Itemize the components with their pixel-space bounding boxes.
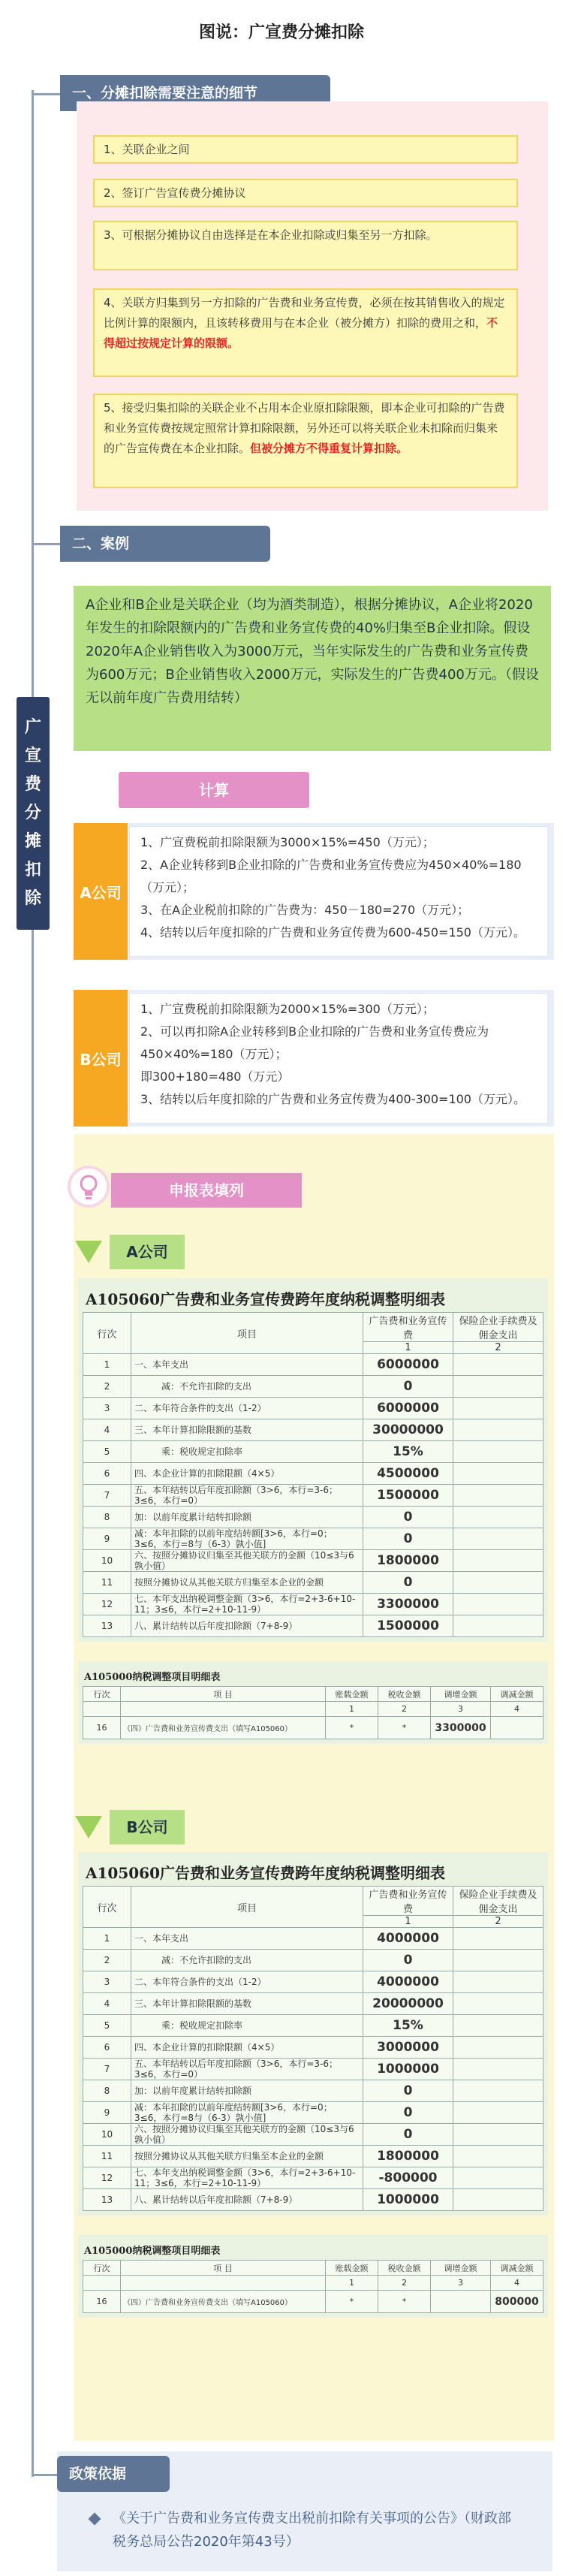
table-cell: * <box>378 2291 431 2313</box>
row-number: 9 <box>83 2102 131 2124</box>
table-cell <box>83 2276 121 2291</box>
row-item: 减：不允许扣除的支出 <box>131 1950 363 1971</box>
note-text: 4、关联方归集到另一方扣除的广告费和业务宣传费，必须在按其销售收入的规定比例计算的限额内，且该转移费用与在本企业（被分摊方）扣除的费用之和， <box>104 296 505 330</box>
row-number: 7 <box>83 1485 131 1507</box>
form-title: A105060广告费和业务宣传费跨年度纳税调整明细表 <box>86 1864 446 1882</box>
table-row <box>83 1507 543 1528</box>
table-row <box>83 1993 543 2015</box>
adj-table-b <box>83 2260 543 2313</box>
lightbulb-badge <box>68 1166 110 1208</box>
row-amount: 20000000 <box>363 1993 453 2015</box>
row-number: 3 <box>83 1398 131 1419</box>
row-amount-insurance <box>453 2146 543 2167</box>
row-item: 七、本年支出纳税调整金额（3>6，本行=2+3-6+10-11；3≤6，本行=2+10-11-9） <box>131 2167 363 2189</box>
banner-char: 费 <box>24 775 41 794</box>
row-item: 三、本年计算扣除限额的基数 <box>131 1419 363 1441</box>
company-tag-b: B公司 <box>74 990 128 1127</box>
row-number: 4 <box>83 1419 131 1441</box>
header-cell: 税收金额 <box>378 1687 431 1702</box>
adj-title: A105000纳税调整项目明细表 <box>84 1672 221 1683</box>
header-cell: 账载金额 <box>326 1687 378 1702</box>
page-title: 图说：广宣费分摊扣除 <box>198 23 364 42</box>
table-cell: 2 <box>378 1702 431 1717</box>
header-cell: 保险企业手续费及佣金支出 <box>453 1313 543 1342</box>
row-amount-insurance <box>453 2189 543 2211</box>
row-number: 8 <box>83 2080 131 2102</box>
header-cell: 广告费和业务宣传费 <box>363 1887 453 1916</box>
row-amount: 0 <box>363 2102 453 2124</box>
row-number: 6 <box>83 1463 131 1485</box>
table-row <box>83 1398 543 1419</box>
row-amount-insurance <box>453 1950 543 1971</box>
table-row <box>83 1354 543 1376</box>
row-number: 13 <box>83 2189 131 2211</box>
table-cell: * <box>326 1717 378 1739</box>
table-cell: 1 <box>326 2276 378 2291</box>
table-row <box>83 1971 543 1993</box>
form-table-a <box>83 1312 543 1637</box>
table-row <box>83 1702 543 1717</box>
row-number: 5 <box>83 1441 131 1463</box>
row-item: 五、本年结转以后年度扣除额（3>6，本行=3-6；3≤6，本行=0） <box>131 2059 363 2080</box>
table-header <box>83 2261 543 2276</box>
row-amount: 4500000 <box>363 1463 453 1485</box>
header-cell: 项 目 <box>121 2261 326 2276</box>
calc-line: 即300+180=480（万元） <box>140 1069 290 1084</box>
row-item: 减：本年扣除的以前年度结转额[3>6，本行=0；3≤6，本行=8与（6-3）孰小值] <box>131 2102 363 2124</box>
lightbulb-icon <box>71 1169 107 1205</box>
header-cell: 2 <box>453 1916 543 1928</box>
header-cell: 1 <box>363 1916 453 1928</box>
table-row <box>83 1419 543 1441</box>
row-number: 2 <box>83 1376 131 1398</box>
table-row <box>83 1485 543 1507</box>
row-item: 四、本企业计算的扣除限额（4×5） <box>131 1463 363 1485</box>
row-amount-insurance <box>453 2080 543 2102</box>
table-cell <box>83 1702 121 1717</box>
timeline-branch <box>32 93 62 95</box>
row-item: 二、本年符合条件的支出（1-2） <box>131 1971 363 1993</box>
calc-line: 2、A企业转移到B企业扣除的广告费和业务宣传费应为450×40%=180（万元）； <box>140 858 522 894</box>
row-amount: 6000000 <box>363 1398 453 1419</box>
section2-header: 二、案例 <box>60 526 270 562</box>
header-cell: 调减金额 <box>491 2261 543 2276</box>
row-item: 乘：税收规定扣除率 <box>131 1441 363 1463</box>
note-text: 1、关联企业之间 <box>104 143 190 156</box>
row-amount: 4000000 <box>363 1928 453 1950</box>
row-amount: 0 <box>363 1572 453 1594</box>
table-cell: 4 <box>491 2276 543 2291</box>
table-cell: 1 <box>326 1702 378 1717</box>
adj-form-a <box>78 1661 548 1744</box>
table-row <box>83 2189 543 2211</box>
header-cell: 广告费和业务宣传费 <box>363 1313 453 1342</box>
row-item: 减：不允许扣除的支出 <box>131 1376 363 1398</box>
row-amount: 0 <box>363 1507 453 1528</box>
table-cell: 4 <box>491 1702 543 1717</box>
row-number: 1 <box>83 1354 131 1376</box>
table-cell: 3300000 <box>431 1717 491 1739</box>
row-amount: 1500000 <box>363 1615 453 1637</box>
header-cell: 调减金额 <box>491 1687 543 1702</box>
table-row <box>83 1615 543 1637</box>
timeline-branch <box>32 2474 59 2476</box>
banner-char: 分 <box>24 804 41 822</box>
table-row <box>83 1528 543 1550</box>
company-b-label: B公司 <box>110 1810 185 1845</box>
row-amount-insurance <box>453 1615 543 1637</box>
adj-title: A105000纳税调整项目明细表 <box>84 2246 221 2257</box>
row-amount: 0 <box>363 1376 453 1398</box>
row-item: 加：以前年度累计结转扣除额 <box>131 1507 363 1528</box>
form-b <box>78 1852 548 2216</box>
table-cell: （四）广告费和业务宣传费支出（填写A105060） <box>121 1717 326 1739</box>
row-number: 12 <box>83 2167 131 2189</box>
table-cell: * <box>378 1717 431 1739</box>
note-highlight: 不得超过按规定计算的限额。 <box>104 316 498 350</box>
table-row <box>83 2059 543 2080</box>
row-number: 10 <box>83 2124 131 2146</box>
table-row <box>83 1594 543 1615</box>
row-number: 3 <box>83 1971 131 1993</box>
note-item <box>93 179 518 207</box>
row-item: 按照分摊协议从其他关联方归集至本企业的金额 <box>131 2146 363 2167</box>
report-label: 申报表填列 <box>111 1173 302 1208</box>
row-amount: 15% <box>363 2015 453 2037</box>
row-number: 13 <box>83 1615 131 1637</box>
row-amount: 3000000 <box>363 2037 453 2059</box>
row-amount: 30000000 <box>363 1419 453 1441</box>
row-amount: 3300000 <box>363 1594 453 1615</box>
row-number: 11 <box>83 2146 131 2167</box>
table-cell <box>121 1702 326 1717</box>
note-item <box>93 394 518 488</box>
table-cell <box>431 2291 491 2313</box>
form-a <box>78 1278 548 1642</box>
table-cell <box>121 2276 326 2291</box>
row-amount: 1000000 <box>363 2189 453 2211</box>
row-amount-insurance <box>453 1354 543 1376</box>
header-cell: 项目 <box>131 1313 363 1354</box>
table-row <box>83 1950 543 1971</box>
policy-text: 《关于广告费和业务宣传费支出税前扣除有关事项的公告》（财政部 税务总局公告2020年第43号） <box>113 2511 525 2550</box>
row-amount: 0 <box>363 1528 453 1550</box>
header-cell: 项目 <box>131 1887 363 1928</box>
policy-header: 政策依据 <box>57 2456 170 2492</box>
header-cell: 项 目 <box>121 1687 326 1702</box>
table-row <box>83 1441 543 1463</box>
row-amount-insurance <box>453 1528 543 1550</box>
row-amount: 1800000 <box>363 1550 453 1572</box>
table-row <box>83 1572 543 1594</box>
table-cell: 16 <box>83 2291 121 2313</box>
row-amount-insurance <box>453 1441 543 1463</box>
row-amount-insurance <box>453 2124 543 2146</box>
table-header <box>83 1887 543 1916</box>
triangle-down-icon <box>75 1241 102 1263</box>
header-cell: 1 <box>363 1342 453 1354</box>
table-cell: 2 <box>378 2276 431 2291</box>
calc-line: 3、在A企业税前扣除的广告费为：450－180=270（万元）； <box>140 903 470 917</box>
row-amount-insurance <box>453 1971 543 1993</box>
table-row <box>83 2167 543 2189</box>
row-number: 7 <box>83 2059 131 2080</box>
table-cell <box>491 1717 543 1739</box>
row-amount: -800000 <box>363 2167 453 2189</box>
calc-card-a <box>129 826 548 957</box>
header-cell: 账载金额 <box>326 2261 378 2276</box>
calc-line: 1、广宣费税前扣除限额为2000×15%=300（万元）； <box>140 1002 435 1016</box>
table-row <box>83 1463 543 1485</box>
timeline-branch <box>32 543 62 545</box>
row-amount-insurance <box>453 1463 543 1485</box>
table-cell: （四）广告费和业务宣传费支出（填写A105060） <box>121 2291 326 2313</box>
row-amount: 15% <box>363 1441 453 1463</box>
row-amount-insurance <box>453 2037 543 2059</box>
adj-table-a <box>83 1686 543 1739</box>
row-item: 按照分摊协议从其他关联方归集至本企业的金额 <box>131 1572 363 1594</box>
form-title: A105060广告费和业务宣传费跨年度纳税调整明细表 <box>86 1290 446 1308</box>
table-header <box>83 1313 543 1342</box>
row-amount-insurance <box>453 1550 543 1572</box>
row-amount: 1800000 <box>363 2146 453 2167</box>
row-amount-insurance <box>453 2015 543 2037</box>
vertical-banner <box>17 697 50 930</box>
note-item <box>93 221 518 270</box>
triangle-down-icon <box>75 1816 102 1838</box>
adj-form-b <box>78 2235 548 2318</box>
table-cell: 3 <box>431 2276 491 2291</box>
row-item: 加：以前年度累计结转扣除额 <box>131 2080 363 2102</box>
table-row <box>83 2146 543 2167</box>
calc-line: 4、结转以后年度扣除的广告费和业务宣传费为600-450=150（万元）。 <box>140 925 525 940</box>
row-item: 二、本年符合条件的支出（1-2） <box>131 1398 363 1419</box>
header-cell: 调增金额 <box>431 1687 491 1702</box>
row-amount-insurance <box>453 1398 543 1419</box>
calc-line: 2、可以再扣除A企业转移到B企业扣除的广告费和业务宣传费应为450×40%=180（万元）； <box>140 1024 489 1061</box>
note-text: 5、接受归集扣除的关联企业不占用本企业原扣除限额，即本企业可扣除的广告费和业务宣传费按规定照常计算扣除限额，另外还可以将关联企业未扣除而归集来的广告宣传费在本企业扣除。 <box>104 401 505 455</box>
calc-line: 1、广宣费税前扣除限额为3000×15%=450（万元）； <box>140 835 435 849</box>
header-cell: 税收金额 <box>378 2261 431 2276</box>
row-number: 5 <box>83 2015 131 2037</box>
table-cell: 3 <box>431 1702 491 1717</box>
row-item: 一、本年支出 <box>131 1928 363 1950</box>
banner-char: 宣 <box>24 747 41 765</box>
row-item: 八、累计结转以后年度扣除额（7+8-9） <box>131 2189 363 2211</box>
table-cell: 16 <box>83 1717 121 1739</box>
row-amount-insurance <box>453 2102 543 2124</box>
header-cell: 调增金额 <box>431 2261 491 2276</box>
calc-card-b <box>129 993 548 1124</box>
table-row <box>83 1928 543 1950</box>
table-header <box>83 1687 543 1702</box>
row-amount-insurance <box>453 1485 543 1507</box>
row-number: 4 <box>83 1993 131 2015</box>
timeline-line <box>32 90 34 697</box>
table-row <box>83 2291 543 2313</box>
header-cell: 行次 <box>83 1887 131 1928</box>
note-text: 2、签订广告宣传费分摊协议 <box>104 186 246 200</box>
row-amount-insurance <box>453 2059 543 2080</box>
table-row <box>83 1717 543 1739</box>
note-item <box>93 288 518 377</box>
header-cell: 2 <box>453 1342 543 1354</box>
row-amount: 0 <box>363 2080 453 2102</box>
row-number: 12 <box>83 1594 131 1615</box>
row-amount-insurance <box>453 1928 543 1950</box>
row-amount-insurance <box>453 1993 543 2015</box>
company-tag-a: A公司 <box>74 823 128 960</box>
row-number: 6 <box>83 2037 131 2059</box>
row-item: 一、本年支出 <box>131 1354 363 1376</box>
case-description: A企业和B企业是关联企业（均为酒类制造），根据分摊协议，A企业将2020年发生的扣除限额内的广告费和业务宣传费的40%归集至B企业扣除。假设2020年A企业销售收入为3000万元，当年实际发生的广告费和业务宣传费为600万元；B企业销售收入2000万元，实际发生的广告费400万元。（假设无以前年度广告费用结转） <box>74 586 551 751</box>
row-item: 七、本年支出纳税调整金额（3>6，本行=2+3-6+10-11；3≤6，本行=2+10-11-9） <box>131 1594 363 1615</box>
row-item: 减：本年扣除的以前年度结转额[3>6，本行=0；3≤6，本行=8与（6-3）孰小值] <box>131 1528 363 1550</box>
header-cell: 行次 <box>83 2261 121 2276</box>
table-cell: 800000 <box>491 2291 543 2313</box>
note-highlight: 但被分摊方不得重复计算扣除。 <box>250 442 408 455</box>
row-amount-insurance <box>453 1507 543 1528</box>
table-row <box>83 2276 543 2291</box>
table-cell: * <box>326 2291 378 2313</box>
calc-line: 3、结转以后年度扣除的广告费和业务宣传费为400-300=100（万元）。 <box>140 1092 525 1106</box>
row-amount-insurance <box>453 1572 543 1594</box>
header-cell: 保险企业手续费及佣金支出 <box>453 1887 543 1916</box>
row-amount: 1500000 <box>363 1485 453 1507</box>
table-row <box>83 2015 543 2037</box>
banner-char: 除 <box>24 889 41 908</box>
company-a-label: A公司 <box>110 1235 185 1269</box>
header-cell: 行次 <box>83 1313 131 1354</box>
row-number: 9 <box>83 1528 131 1550</box>
row-amount: 0 <box>363 1950 453 1971</box>
table-row <box>83 2037 543 2059</box>
row-item: 六、按照分摊协议归集至其他关联方的金额（10≤3与6孰小值） <box>131 2124 363 2146</box>
note-text: 3、可根据分摊协议自由选择是在本企业扣除或归集至另一方扣除。 <box>104 228 438 242</box>
row-item: 八、累计结转以后年度扣除额（7+8-9） <box>131 1615 363 1637</box>
table-row <box>83 2102 543 2124</box>
row-number: 2 <box>83 1950 131 1971</box>
banner-text <box>25 713 41 913</box>
row-number: 1 <box>83 1928 131 1950</box>
table-row <box>83 2124 543 2146</box>
row-amount: 1000000 <box>363 2059 453 2080</box>
row-item: 三、本年计算扣除限额的基数 <box>131 1993 363 2015</box>
calc-label: 计算 <box>119 772 309 808</box>
row-item: 乘：税收规定扣除率 <box>131 2015 363 2037</box>
form-table-b <box>83 1886 543 2211</box>
diamond-icon <box>87 2511 102 2526</box>
table-row <box>83 2080 543 2102</box>
row-number: 8 <box>83 1507 131 1528</box>
table-row <box>83 1376 543 1398</box>
banner-char: 摊 <box>24 832 41 851</box>
row-item: 五、本年结转以后年度扣除额（3>6，本行=3-6；3≤6，本行=0） <box>131 1485 363 1507</box>
row-item: 六、按照分摊协议归集至其他关联方的金额（10≤3与6孰小值） <box>131 1550 363 1572</box>
note-item <box>93 135 518 164</box>
row-number: 11 <box>83 1572 131 1594</box>
header-cell: 行次 <box>83 1687 121 1702</box>
banner-char: 扣 <box>24 861 41 879</box>
timeline-line <box>32 930 34 2477</box>
row-amount-insurance <box>453 1376 543 1398</box>
banner-char: 广 <box>24 718 41 737</box>
section1-header: 一、分摊扣除需要注意的细节 <box>60 75 330 111</box>
row-amount: 4000000 <box>363 1971 453 1993</box>
row-item: 四、本企业计算的扣除限额（4×5） <box>131 2037 363 2059</box>
row-number: 10 <box>83 1550 131 1572</box>
row-amount: 6000000 <box>363 1354 453 1376</box>
row-amount-insurance <box>453 1594 543 1615</box>
row-amount-insurance <box>453 2167 543 2189</box>
table-row <box>83 1550 543 1572</box>
row-amount: 0 <box>363 2124 453 2146</box>
row-amount-insurance <box>453 1419 543 1441</box>
